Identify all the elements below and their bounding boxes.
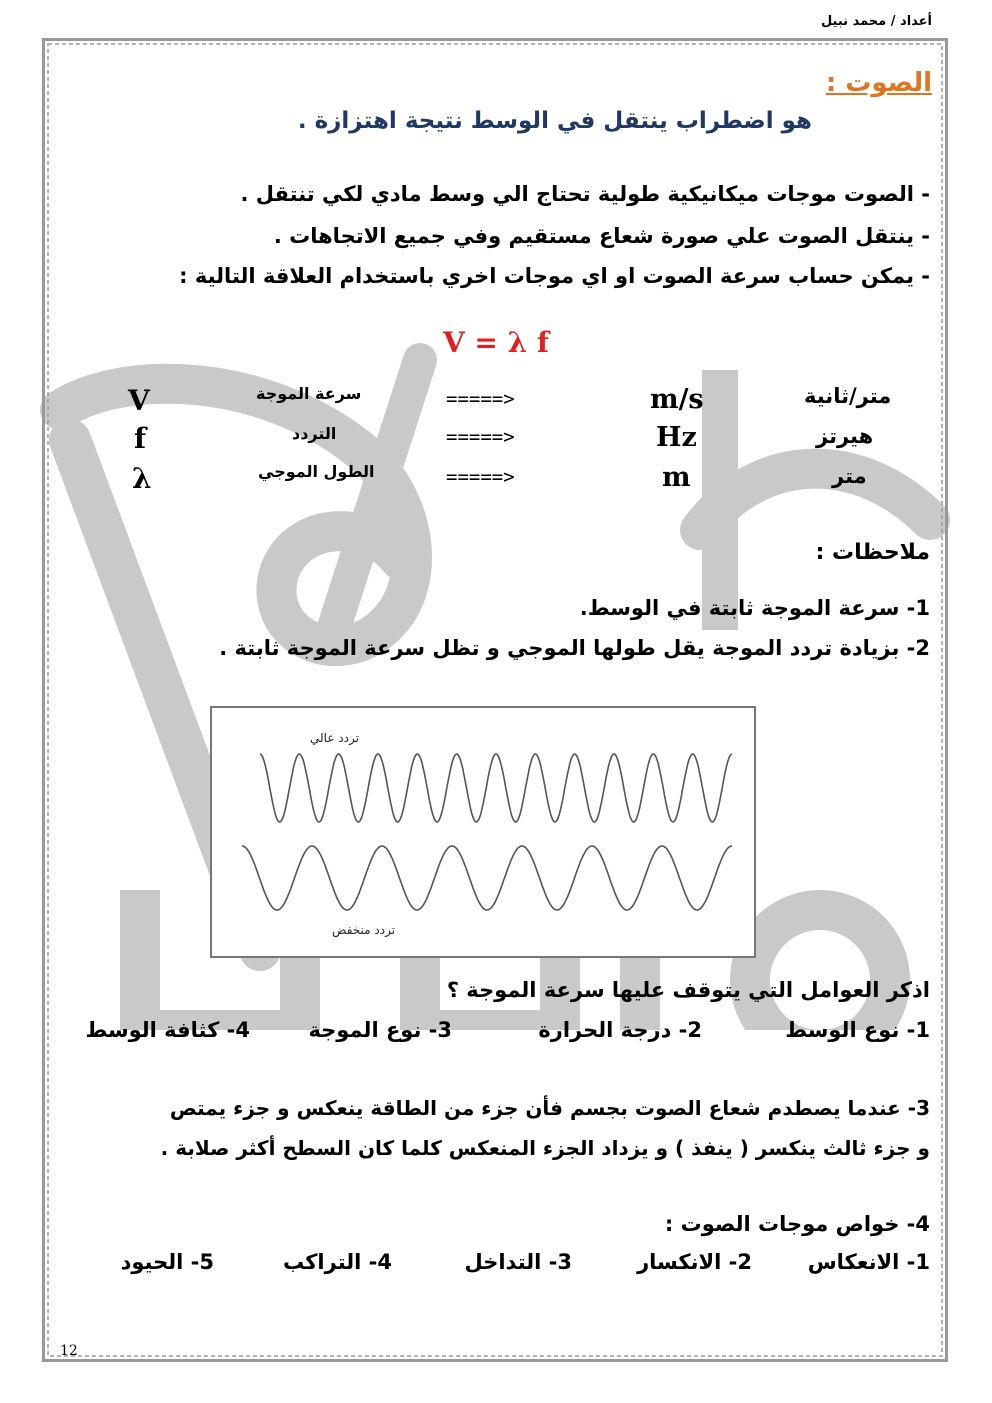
property-reflection: 1- الانعكاس [807,1250,930,1274]
point-mechanical-waves: - الصوت موجات ميكانيكية طولية تحتاج الي وسط مادي لكي تنتقل . [240,182,930,206]
factor-temperature: 2- درجة الحرارة [538,1018,702,1042]
symbol-lambda: λ [132,462,152,495]
wave-diagram [212,708,754,956]
unit-ar-meter: متر [832,464,867,488]
properties-heading: 4- خواص موجات الصوت : [664,1212,930,1236]
wave-formula: V = λ f [442,326,550,359]
page-number: 12 [60,1343,78,1359]
reflection-line-2: و جزء ثالث ينكسر ( ينفذ ) و يزداد الجزء المنعكس كلما كان السطح أكثر صلابة . [160,1136,930,1160]
property-superposition: 4- التراكب [282,1250,392,1274]
unit-ms: m/s [650,384,704,415]
point-speed-relation: - يمكن حساب سرعة الصوت او اي موجات اخري باستخدام العلاقة التالية : [179,264,930,288]
arrow-f: =====> [446,426,515,448]
note-2: 2- بزيادة تردد الموجة يقل طولها الموجي و تظل سرعة الموجة ثابتة . [219,636,930,660]
factor-medium-density: 4- كثافة الوسط [85,1018,250,1042]
reflection-line-1: 3- عندما يصطدم شعاع الصوت بجسم فأن جزء من الطاقة ينعكس و جزء يمتص [169,1096,930,1120]
high-frequency-wave [260,754,732,822]
unit-ar-meter-second: متر/ثانية [804,384,892,408]
point-straight-ray: - ينتقل الصوت علي صورة شعاع مستقيم وفي جميع الاتجاهات . [273,224,930,248]
name-wavelength: الطول الموجي [258,462,375,481]
low-frequency-wave [242,846,732,910]
arrow-lambda: =====> [446,466,515,488]
frequency-figure [210,706,756,958]
author-credit: أعداد / محمد نبيل [820,14,932,29]
property-refraction: 2- الانكسار [637,1250,752,1274]
symbol-f: f [134,422,147,455]
property-interference: 3- التداخل [464,1250,572,1274]
unit-m: m [662,462,691,493]
high-frequency-label: تردد عالي [310,731,359,745]
note-1: 1- سرعة الموجة ثابتة في الوسط. [579,596,930,620]
name-wave-speed: سرعة الموجة [256,384,362,403]
low-frequency-label: تردد منخفض [332,923,396,937]
factors-question: اذكر العوامل التي يتوقف عليها سرعة الموجة ؟ [446,978,930,1002]
property-diffraction: 5- الحيود [120,1250,214,1274]
sound-definition: هو اضطراب ينتقل في الوسط نتيجة اهتزازة . [297,108,812,134]
arrow-v: =====> [446,388,515,410]
section-title: الصوت : [825,68,932,98]
unit-hz: Hz [656,422,697,453]
notes-heading: ملاحظات : [815,540,930,565]
name-frequency: التردد [292,424,337,443]
symbol-v: V [128,384,150,417]
unit-ar-hertz: هيرتز [816,424,874,448]
factor-medium-type: 1- نوع الوسط [785,1018,930,1042]
factor-wave-type: 3- نوع الموجة [308,1018,452,1042]
